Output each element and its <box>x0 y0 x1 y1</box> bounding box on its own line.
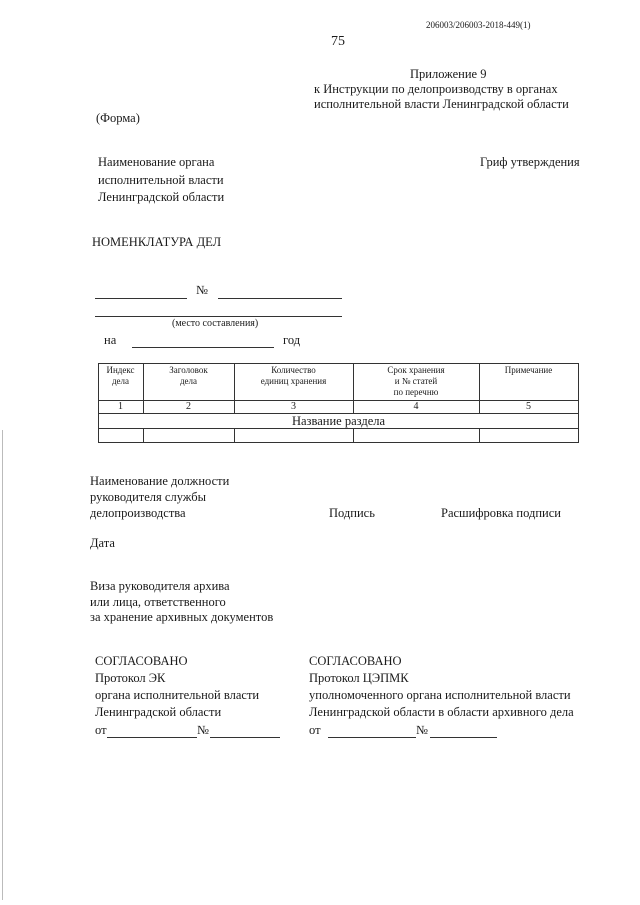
agreed-right-date-line <box>328 737 416 738</box>
table-section-title: Название раздела <box>291 414 386 428</box>
column-number: 4 <box>413 401 419 412</box>
table-bottom-border <box>98 442 579 443</box>
header-note <box>479 365 578 376</box>
appendix-line-3: исполнительной власти Ленинградской области <box>314 97 569 111</box>
header-title <box>143 365 234 387</box>
date-label: Дата <box>90 536 115 550</box>
signature-label: Подпись <box>329 506 375 520</box>
table-col-border <box>578 363 579 443</box>
header-retention <box>353 365 479 398</box>
agreed-left-heading: СОГЛАСОВАНО <box>95 654 188 668</box>
agreed-right-number-line <box>430 737 497 738</box>
number-line <box>218 298 342 299</box>
table-col-border <box>234 428 235 443</box>
column-number: 3 <box>291 401 296 412</box>
header-retention-line-2: и № статей <box>394 376 438 386</box>
approval-stamp-label: Гриф утверждения <box>480 155 580 169</box>
agreed-right-line-1: Протокол ЦЭПМК <box>309 671 409 685</box>
scan-margin-line <box>2 430 3 900</box>
archive-visa-line-2: или лица, ответственного <box>90 595 226 609</box>
header-count-line-2: единиц хранения <box>260 376 327 386</box>
table-top-border <box>98 363 579 364</box>
org-name-line-3: Ленинградской области <box>98 190 225 204</box>
archive-visa-line-1: Виза руководителя архива <box>90 579 230 593</box>
year-line <box>132 347 274 348</box>
agreed-left-line-1: Протокол ЭК <box>95 671 166 685</box>
agreed-right-line-3: Ленинградской области в области архивного дела <box>309 705 574 719</box>
on-label: на <box>104 333 117 347</box>
header-count-line-1: Количество <box>271 365 316 375</box>
header-index <box>98 365 143 387</box>
table-col-border <box>353 428 354 443</box>
number-sign: № <box>196 283 208 297</box>
column-number: 5 <box>526 401 531 412</box>
appendix-title: Приложение 9 <box>410 67 487 81</box>
form-label: (Форма) <box>96 111 140 125</box>
agreed-left-line-3: Ленинградской области <box>95 705 222 719</box>
place-line <box>95 316 342 317</box>
header-retention-line-1: Срок хранения <box>387 365 445 375</box>
header-index-line-1: Индекс <box>106 365 135 375</box>
column-number: 2 <box>186 401 191 412</box>
signatory-line-1: Наименование должности <box>90 474 230 488</box>
table-col-border <box>479 428 480 443</box>
table-col-border <box>143 428 144 443</box>
agreed-right-from: от <box>309 723 321 737</box>
org-name-line-1: Наименование органа <box>98 155 215 169</box>
agreed-right-line-2: уполномоченного органа исполнительной власти <box>309 688 571 702</box>
archive-visa-line-3: за хранение архивных документов <box>90 610 274 624</box>
agreed-left-line-2: органа исполнительной власти <box>95 688 260 702</box>
header-note-line-1: Примечание <box>504 365 553 375</box>
document-id: 206003/206003-2018-449(1) <box>426 20 531 30</box>
agreed-left-number-line <box>210 737 280 738</box>
agreed-right-num: № <box>416 723 428 737</box>
number-prefix-line <box>95 298 187 299</box>
header-title-line-1: Заголовок <box>169 365 208 375</box>
place-caption: (место составления) <box>172 318 259 329</box>
page-number: 75 <box>331 34 345 49</box>
signatory-line-3: делопроизводства <box>90 506 186 520</box>
appendix-line-2: к Инструкции по делопроизводству в органах <box>314 82 558 96</box>
document-title: НОМЕНКЛАТУРА ДЕЛ <box>92 235 222 249</box>
header-index-line-2: дела <box>111 376 130 386</box>
agreed-left-from: от <box>95 723 107 737</box>
org-name-line-2: исполнительной власти <box>98 173 224 187</box>
nomenclature-table <box>98 363 579 443</box>
header-count <box>234 365 353 387</box>
agreed-left-date-line <box>107 737 197 738</box>
column-number: 1 <box>118 401 123 412</box>
agreed-left-num: № <box>197 723 209 737</box>
agreed-right-heading: СОГЛАСОВАНО <box>309 654 402 668</box>
header-title-line-2: дела <box>179 376 198 386</box>
signatory-line-2: руководителя службы <box>90 490 207 504</box>
signature-decoding-label: Расшифровка подписи <box>441 506 561 520</box>
year-label: год <box>283 333 301 347</box>
header-retention-line-3: по перечню <box>393 387 439 397</box>
